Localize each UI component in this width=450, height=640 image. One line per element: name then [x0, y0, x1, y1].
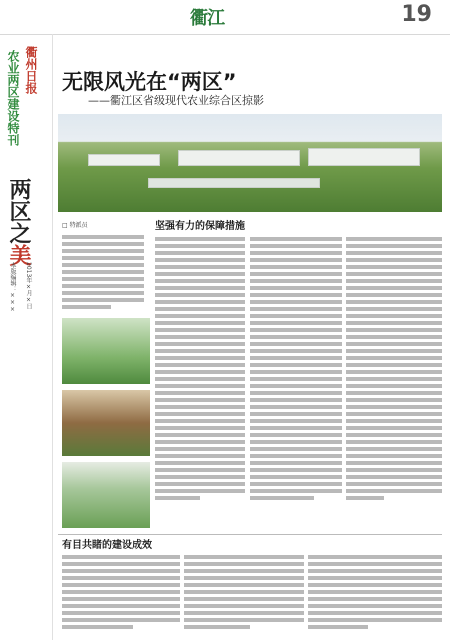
- page-number: 19: [401, 2, 432, 27]
- rail-char: 两: [6, 178, 31, 200]
- rail-char-accent: 美: [6, 244, 31, 266]
- greenhouse-interior-photo: [62, 462, 150, 528]
- masthead-logo: 衢江: [190, 8, 224, 29]
- rail-newspaper-name: 衢州日报: [24, 46, 38, 94]
- byline: □ 特派员: [62, 222, 88, 229]
- rail-char: 之: [6, 222, 31, 244]
- photo-stack: [62, 318, 150, 530]
- rail-big-title: [6, 178, 30, 266]
- greenhouse-photo: [58, 114, 442, 212]
- rail-editor: 本版编辑：×××: [9, 262, 16, 313]
- rail-date: 2013年×月×日: [25, 262, 32, 310]
- rail-special-issue: 农业两区建设特刊: [6, 50, 20, 146]
- rail-char: 区: [6, 200, 31, 222]
- article-title: 无限风光在“两区”: [62, 70, 237, 94]
- body-column: [250, 234, 342, 534]
- body-column: [346, 234, 442, 534]
- body-column: [155, 234, 245, 534]
- seedling-photo: [62, 318, 150, 384]
- body-column: [62, 552, 180, 636]
- body-column: [308, 552, 442, 636]
- section-heading: 有目共睹的建设成效: [62, 540, 152, 551]
- farmers-photo: [62, 390, 150, 456]
- body-column: [62, 232, 144, 316]
- section-divider: [58, 534, 442, 535]
- section-heading: 坚强有力的保障措施: [155, 221, 245, 232]
- body-column: [184, 552, 304, 636]
- article-subtitle: ——衢江区省级现代农业综合区掠影: [88, 94, 264, 107]
